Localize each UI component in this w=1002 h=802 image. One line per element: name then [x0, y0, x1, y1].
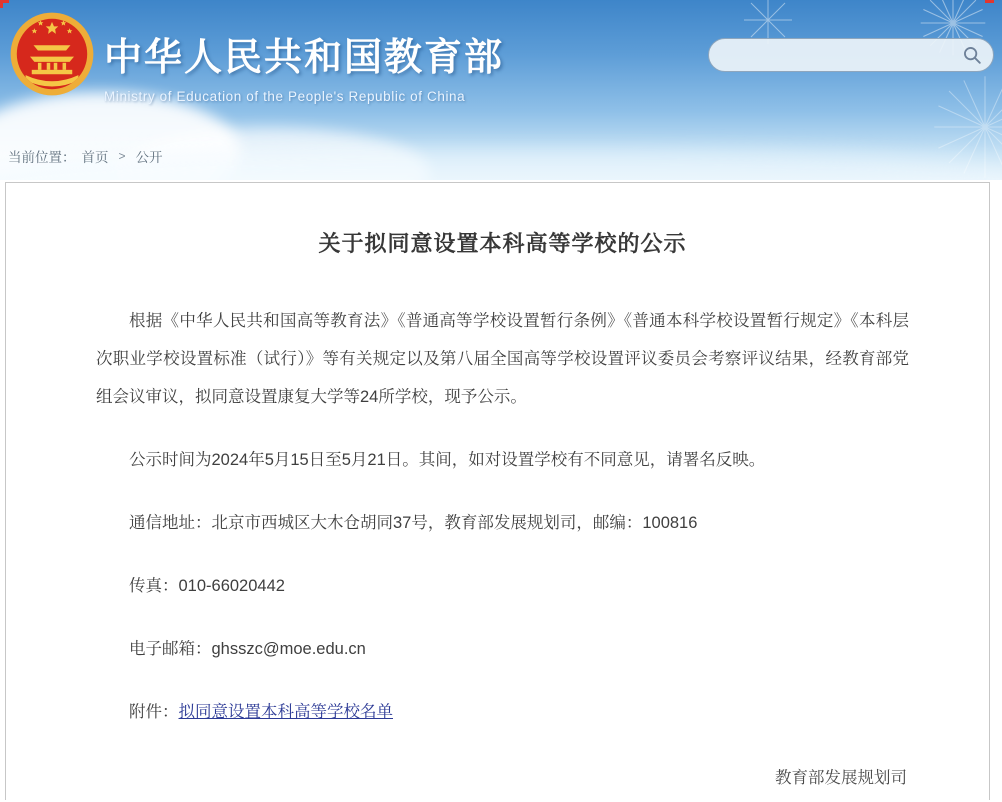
breadcrumb-item-gongkai[interactable]: 公开	[135, 150, 163, 165]
crop-mark	[0, 0, 3, 8]
search-box[interactable]	[708, 38, 994, 72]
article-paragraph: 根据《中华人民共和国高等教育法》《普通高等学校设置暂行条例》《普通本科学校设置暂行规定》《本科层次职业学校设置标准（试行）》等有关规定以及第八届全国高等学校设置评议委员会考察评议结果，经教育部党组会议审议，拟同意设置康复大学等24所学校，现予公示。	[96, 312, 909, 406]
site-subtitle: Ministry of Education of the People's Republic of China	[104, 89, 466, 104]
breadcrumb-item-home[interactable]: 首页	[81, 150, 109, 165]
search-input[interactable]	[725, 39, 961, 71]
crop-mark	[985, 0, 994, 3]
china-national-emblem-icon	[8, 10, 96, 98]
attachment-link[interactable]: 拟同意设置本科高等学校名单	[178, 703, 393, 721]
site-identity	[104, 26, 504, 104]
article-paragraph: 公示时间为2024年5月15日至5月21日。其间，如对设置学校有不同意见，请署名反映。	[129, 451, 766, 469]
article-paragraph-email: 电子邮箱：ghsszc@moe.edu.cn	[129, 640, 366, 658]
site-header	[0, 0, 1002, 180]
article-title: 关于拟同意设置本科高等学校的公示	[318, 231, 687, 256]
article-body	[96, 302, 909, 797]
breadcrumb-separator: >	[118, 149, 126, 163]
signature: 教育部发展规划司	[775, 769, 907, 787]
dandelion-decoration	[930, 72, 1002, 180]
search-icon[interactable]	[961, 44, 983, 66]
attachment-row	[96, 693, 909, 731]
article-paragraph-address: 通信地址：北京市西城区大木仓胡同37号，教育部发展规划司，邮编：100816	[129, 514, 698, 532]
article-container	[5, 182, 990, 800]
breadcrumb	[8, 146, 163, 166]
article-paragraph-fax: 传真：010-66020442	[129, 577, 285, 595]
attachment-label: 附件：	[129, 703, 179, 721]
site-title: 中华人民共和国教育部	[104, 37, 505, 79]
breadcrumb-label: 当前位置：	[8, 150, 76, 165]
